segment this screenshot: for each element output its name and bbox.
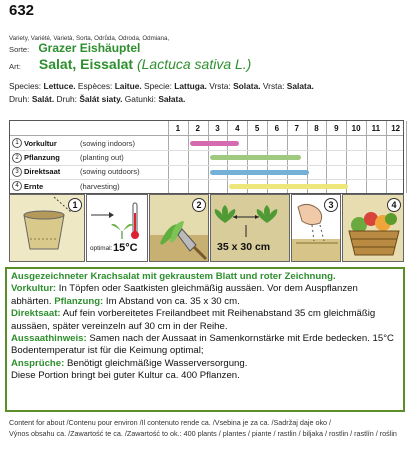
calendar-row-label: Vorkultur xyxy=(24,138,57,148)
species-value: Laitue. xyxy=(114,81,142,91)
direktsaat-label: Direktsaat: xyxy=(11,308,61,320)
species-value: Šalát siaty. xyxy=(79,94,123,104)
product-code: 632 xyxy=(9,2,35,19)
sorte-label: Sorte: xyxy=(9,45,30,54)
species-label: Vrsta: xyxy=(209,81,231,91)
sorte-row xyxy=(9,41,140,55)
calendar-row-sublabel: (sowing outdoors) xyxy=(80,167,140,177)
ansprueche-label: Ansprüche: xyxy=(11,357,65,369)
species-value: Salát. xyxy=(31,94,55,104)
illustration-strip xyxy=(9,194,404,262)
ansprueche-paragraph xyxy=(11,358,399,370)
step-badge: 1 xyxy=(68,198,82,212)
calendar-bar xyxy=(190,141,240,146)
month-label: 6 xyxy=(274,123,280,133)
month-label: 11 xyxy=(371,123,381,133)
calendar-grid-line xyxy=(406,121,407,193)
panel-harvest xyxy=(342,194,404,262)
calendar-row xyxy=(10,150,168,164)
footer-line-2: Výnos obsahu ca. /Zawartość te ca. /Zawartość to ok.: 400 plants / plantes / piante / rastlin / biljaka / rostlin / rastlín / roślin xyxy=(9,429,397,438)
panel-planting-out xyxy=(149,194,209,262)
pflanzung-label: Pflanzung: xyxy=(54,295,104,307)
species-value: Lattuga. xyxy=(174,81,207,91)
ansprueche-text: Benötigt gleichmäßige Wasserversorgung. xyxy=(64,357,248,369)
calendar-row-divider xyxy=(10,150,403,151)
variety-line: Variety, Variété, Varietà, Sorta, Odrůda, Odroda, Odmiana, xyxy=(9,35,170,42)
month-label: 10 xyxy=(351,123,361,133)
optimal-temp: 15°C xyxy=(113,242,138,254)
species-line-1 xyxy=(9,81,314,91)
month-label: 5 xyxy=(254,123,260,133)
month-label: 2 xyxy=(195,123,200,133)
art-value: Salat, Eissalat xyxy=(38,56,134,72)
panel-sowing-outdoors xyxy=(291,194,341,262)
direktsaat-paragraph xyxy=(11,308,399,333)
species-label: Specie: xyxy=(144,81,172,91)
step-number-icon: 4 xyxy=(12,181,22,191)
step-number-icon: 2 xyxy=(12,153,22,163)
art-label: Art: xyxy=(9,62,21,71)
description-box xyxy=(5,267,405,412)
calendar-row-divider xyxy=(10,179,403,180)
aussaat-label: Aussaathinweis: xyxy=(11,333,87,345)
month-label: 7 xyxy=(294,123,299,133)
species-label: Druh: xyxy=(56,94,77,104)
sowing-calendar xyxy=(9,120,404,194)
calendar-row-sublabel: (planting out) xyxy=(80,153,124,163)
species-label: Espèces: xyxy=(77,81,113,91)
species-value: Salata. xyxy=(286,81,314,91)
species-label: Druh: xyxy=(9,94,30,104)
art-latin: (Lactuca sativa L.) xyxy=(136,56,252,72)
calendar-row xyxy=(10,136,168,150)
species-value: Lettuce. xyxy=(43,81,76,91)
aussaat-paragraph xyxy=(11,333,399,358)
step-badge: 3 xyxy=(324,198,338,212)
sorte-value: Grazer Eishäuptel xyxy=(38,41,141,55)
calendar-row xyxy=(10,179,168,193)
species-line-2 xyxy=(9,94,185,104)
vorkultur-label: Vorkultur: xyxy=(11,283,57,295)
calendar-row xyxy=(10,165,168,179)
panel-spacing xyxy=(210,194,290,262)
step-number-icon: 1 xyxy=(12,138,22,148)
step-badge: 2 xyxy=(192,198,206,212)
calendar-row-label: Ernte xyxy=(24,181,44,191)
vorkultur-text: In Töpfen oder Saatkisten gleichmäßig aussäen. Vor dem Auspflanzen abhärten. xyxy=(11,283,358,307)
step-number-icon: 3 xyxy=(12,167,22,177)
month-label: 8 xyxy=(314,123,319,133)
month-label: 3 xyxy=(215,123,220,133)
month-label: 4 xyxy=(235,123,240,133)
calendar-row-label: Direktsaat xyxy=(24,167,61,177)
species-label: Species: xyxy=(9,81,42,91)
species-value: Solata. xyxy=(233,81,261,91)
step-badge: 4 xyxy=(387,198,401,212)
species-label: Vrsta: xyxy=(262,81,285,91)
calendar-row-label: Pflanzung xyxy=(24,153,60,163)
direktsaat-text: Auf fein vorbereitetes Freilandbeet mit Reihenabstand 35 cm gleichmäßig aussäen, später vereinzeln auf 30 cm in der Reihe. xyxy=(11,308,376,332)
footer-line-1: Content for about /Contenu pour environ /Il contenuto rende ca. /Vsebina je za ca. /Sadržaj daje oko / xyxy=(9,418,332,427)
calendar-row-sublabel: (harvesting) xyxy=(80,181,120,191)
optimal-label: optimal: xyxy=(90,245,113,252)
species-value: Sałata. xyxy=(158,94,186,104)
panel-germination xyxy=(86,194,148,262)
pflanzung-text: Im Abstand von ca. 35 x 30 cm. xyxy=(103,295,240,307)
portion-text: Diese Portion bringt bei guter Kultur ca. 400 Pflanzen. xyxy=(11,370,240,382)
calendar-bar xyxy=(210,170,309,175)
spacing-label: 35 x 30 cm xyxy=(217,241,271,253)
calendar-bar xyxy=(210,155,301,160)
calendar-row-divider xyxy=(10,165,403,166)
panel-sowing-indoors xyxy=(9,194,85,262)
month-label: 12 xyxy=(391,123,401,133)
month-label: 9 xyxy=(334,123,339,133)
calendar-bar xyxy=(229,184,348,189)
aussaat-text: Samen nach der Aussaat in Samenkornstärke mit Erde bedecken. 15°C Bodentemperatur ist für die Keimung optimal; xyxy=(11,333,394,357)
calendar-row-sublabel: (sowing indoors) xyxy=(80,138,136,148)
month-label: 1 xyxy=(175,123,181,133)
species-label: Gatunki: xyxy=(124,94,156,104)
vorkultur-paragraph xyxy=(11,283,399,308)
art-row xyxy=(9,56,251,72)
intro-text: Ausgezeichneter Krachsalat mit gekraustem Blatt und roter Zeichnung. xyxy=(11,271,336,282)
